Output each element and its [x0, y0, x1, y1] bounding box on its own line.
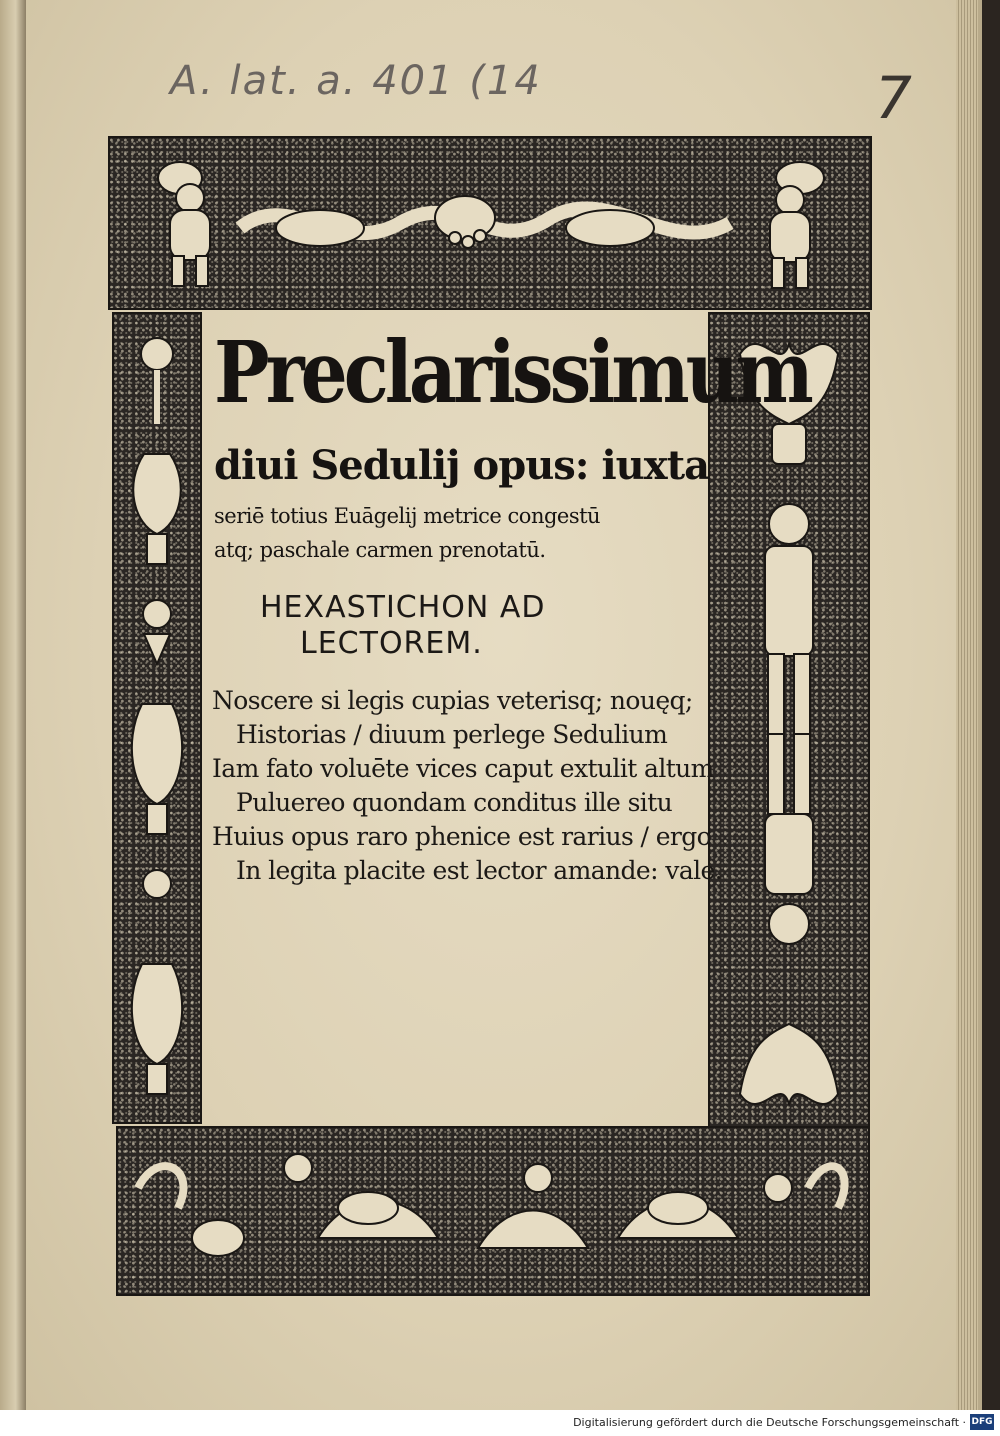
title-line-4: atq; paschale carmen prenotatū. — [214, 538, 546, 562]
footer-credit: Digitalisierung gefördert durch die Deutsche Forschungsgemeinschaft · — [573, 1416, 966, 1429]
dfg-logo: DFG — [970, 1414, 994, 1430]
hexastichon-heading-2: LECTOREM. — [300, 626, 483, 661]
vase-column-ornament — [114, 314, 200, 1122]
hexastichon-heading-1: HEXASTICHON AD — [260, 590, 546, 625]
verse-line-1: Noscere si legis cupias veterisq; nouęq; — [212, 686, 693, 715]
page-fore-edge — [956, 0, 978, 1410]
verse-line-6: In legita placite est lector amande: vale. — [236, 856, 723, 885]
title-line-1: Preclarissimum — [214, 324, 810, 423]
garland-putti-ornament — [110, 138, 870, 308]
woodcut-border-left — [112, 312, 202, 1124]
title-line-2: diui Sedulij opus: iuxta — [214, 442, 710, 489]
folio-number: 7 — [875, 64, 912, 132]
verse-line-2: Historias / diuum perlege Sedulium — [236, 720, 668, 749]
verse-line-5: Huius opus raro phenice est rarius / ergo — [212, 822, 712, 851]
facing-page-edge — [0, 0, 26, 1410]
woodcut-border-right — [708, 312, 870, 1136]
verse-line-3: Iam fato voluēte vices caput extulit altum — [212, 754, 714, 783]
title-line-3: seriē totius Euāgelij metrice congestū — [214, 504, 601, 528]
woodcut-border-top — [108, 136, 872, 310]
shelfmark-annotation: A. lat. a. 401 (14 — [170, 58, 542, 104]
verse-line-4: Puluereo quondam conditus ille situ — [236, 788, 673, 817]
animal-scroll-ornament — [118, 1128, 868, 1294]
woodcut-border-bottom — [116, 1126, 870, 1296]
candelabrum-figure-ornament — [710, 314, 868, 1134]
title-page-text — [200, 316, 810, 1116]
digitization-footer — [0, 1410, 1000, 1436]
